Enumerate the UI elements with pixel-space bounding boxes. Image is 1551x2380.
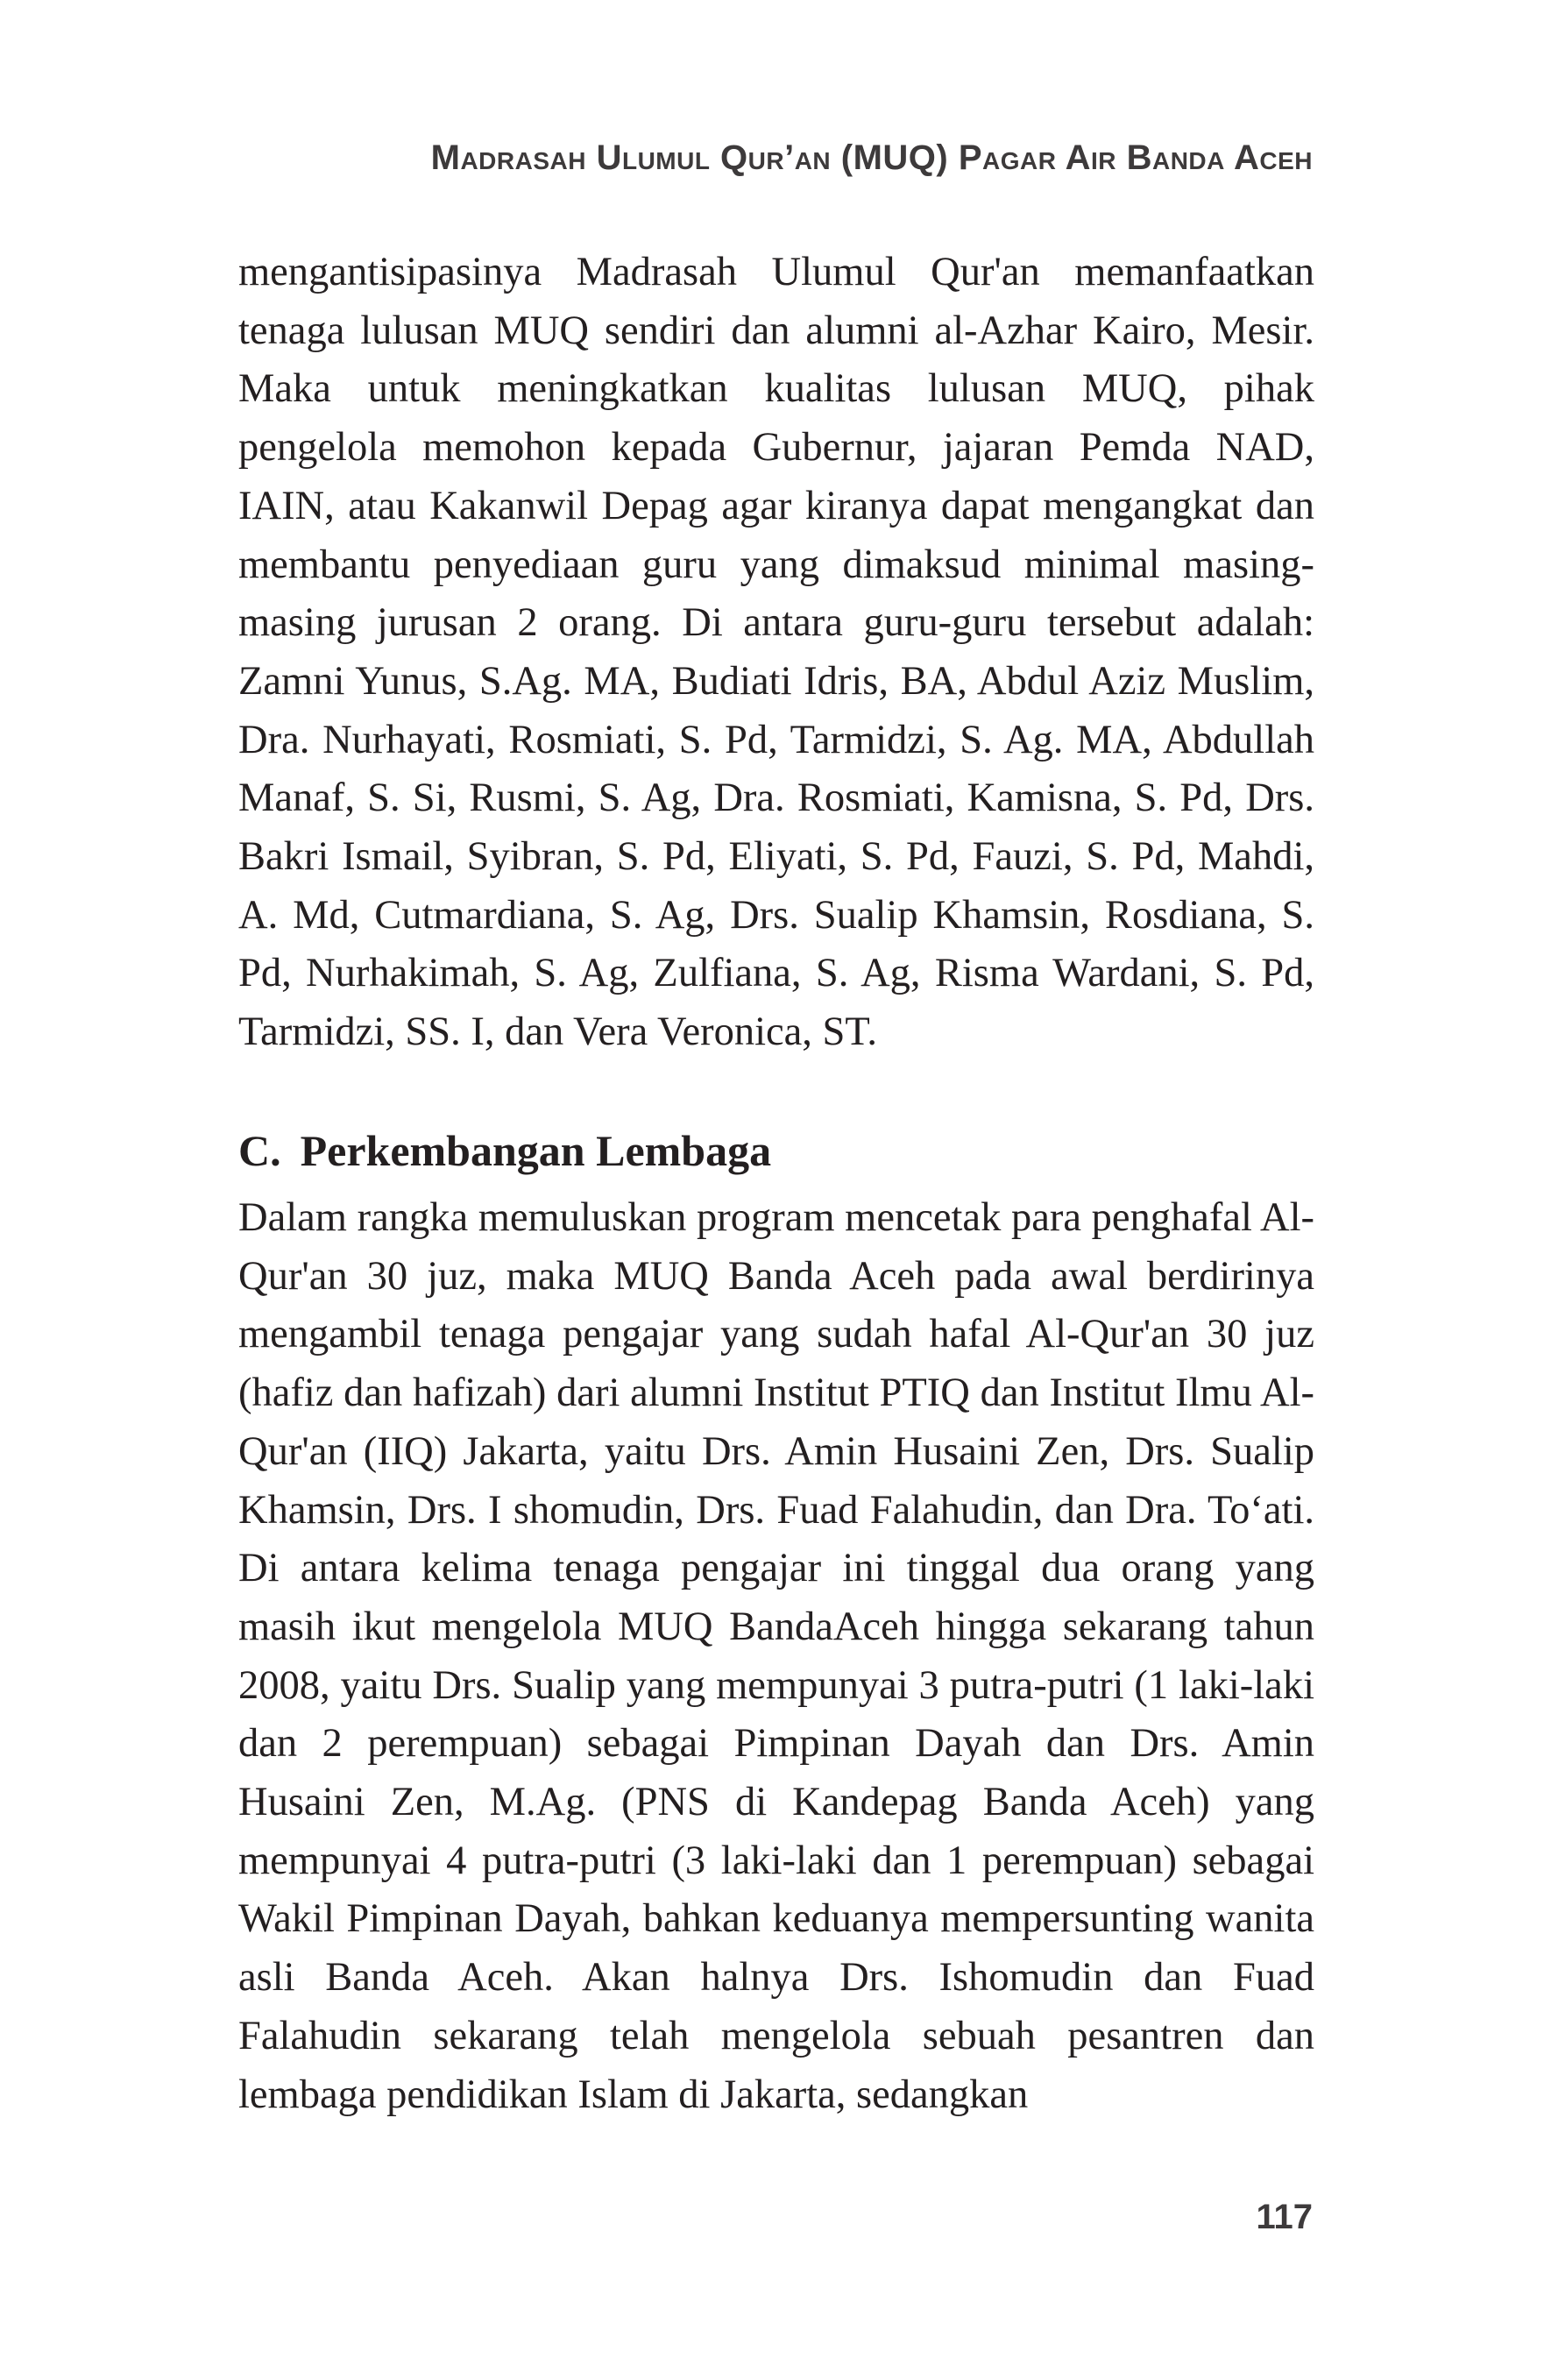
running-header: Madrasah Ulumul Qur’an (MUQ) Pagar Air Banda Aceh (430, 138, 1313, 177)
section-title: Perkembangan Lembaga (300, 1126, 772, 1175)
body-paragraph-2: Dalam rangka memuluskan program mencetak para penghafal Al-Qur'an 30 juz, maka MUQ Banda Aceh pada awal berdirinya mengambil tenaga pengajar yang sudah hafal Al-Qur'an 30 juz (hafiz dan hafizah) dari alumni Institut PTIQ dan Institut Ilmu Al-Qur'an (IIQ) Jakarta, yaitu Drs. Amin Husaini Zen, Drs. Sualip Khamsin, Drs. I shomudin, Drs. Fuad Falahudin, dan Dra. To‘ati. Di antara kelima tenaga pengajar ini tinggal dua orang yang masih ikut mengelola MUQ BandaAceh hingga sekarang tahun 2008, yaitu Drs. Sualip yang mempunyai 3 putra-putri (1 laki-laki dan 2 perempuan) sebagai Pimpinan Dayah dan Drs. Amin Husaini Zen, M.Ag. (PNS di Kandepag Banda Aceh) yang mempunyai 4 putra-putri (3 laki-laki dan 1 perempuan) sebagai Wakil Pimpinan Dayah, bahkan keduanya mempersunting wanita asli Banda Aceh. Akan halnya Drs. Ishomudin dan Fuad Falahudin sekarang telah mengelola sebuah pesantren dan lembaga pendidikan Islam di Jakarta, sedangkan (238, 1195, 1314, 2117)
section-heading (238, 1120, 771, 1181)
section-label: C. (238, 1126, 281, 1175)
page-number: 117 (1256, 2198, 1313, 2236)
body-paragraph-1: mengantisipasinya Madrasah Ulumul Qur'an memanfaatkan tenaga lulusan MUQ sendiri dan alumni al-Azhar Kairo, Mesir. Maka untuk meningkatkan kualitas lulusan MUQ, pihak pengelola memohon kepada Gubernur, jajaran Pemda NAD, IAIN, atau Kakanwil Depag agar kiranya dapat mengangkat dan membantu penyediaan guru yang dimaksud minimal masing-masing jurusan 2 orang. Di antara guru-guru tersebut adalah: Zamni Yunus, S.Ag. MA, Budiati Idris, BA, Abdul Aziz Muslim, Dra. Nurhayati, Rosmiati, S. Pd, Tarmidzi, S. Ag. MA, Abdullah Manaf, S. Si, Rusmi, S. Ag, Dra. Rosmiati, Kamisna, S. Pd, Drs. Bakri Ismail, Syibran, S. Pd, Eliyati, S. Pd, Fauzi, S. Pd, Mahdi, A. Md, Cutmardiana, S. Ag, Drs. Sualip Khamsin, Rosdiana, S. Pd, Nurhakimah, S. Ag, Zulfiana, S. Ag, Risma Wardani, S. Pd, Tarmidzi, SS. I, dan Vera Veronica, ST. (238, 250, 1314, 1055)
